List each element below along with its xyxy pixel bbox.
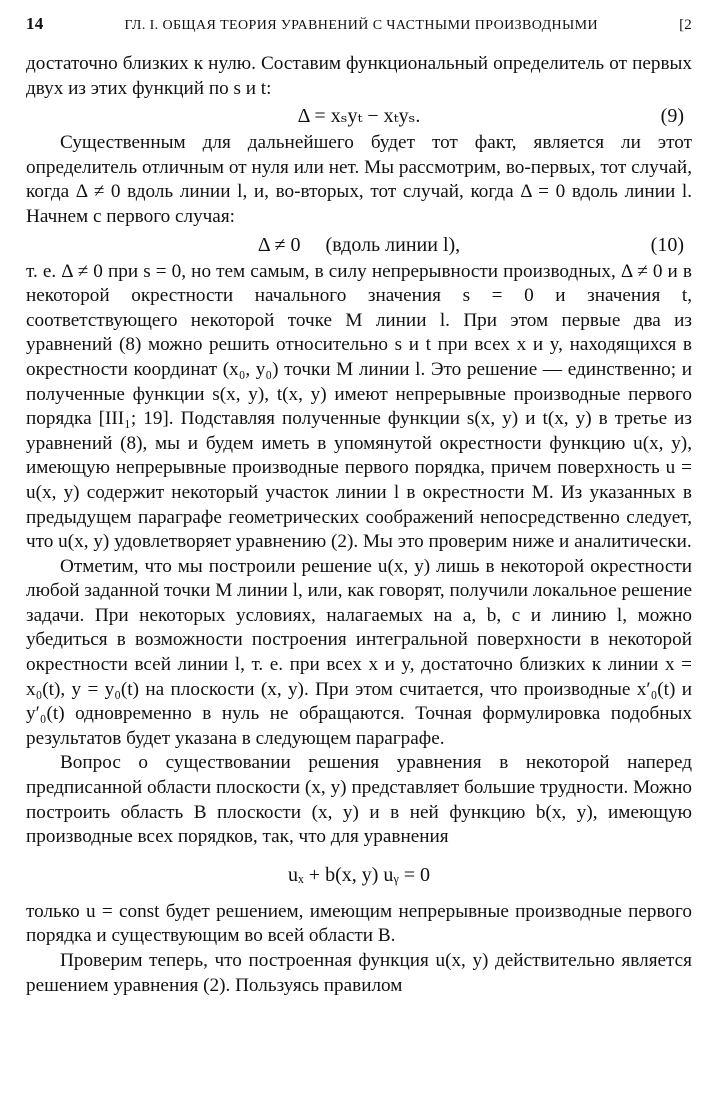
equation-9-body: Δ = xₛyₜ − xₜyₛ.	[297, 105, 421, 128]
section-number: [2	[679, 17, 692, 33]
page-number: 14	[26, 14, 44, 33]
running-title: ГЛ. I. ОБЩАЯ ТЕОРИЯ УРАВНЕНИЙ С ЧАСТНЫМИ ПРОИЗВОДНЫМИ	[124, 18, 598, 33]
paragraph-6: только u = const будет решением, имеющим непрерывные производные первого порядка и существующим во всей области B.	[26, 900, 692, 947]
equation-9-number: (9)	[660, 105, 684, 128]
paragraph-4: Отметим, что мы построили решение u(x, y) лишь в некоторой окрестности любой заданной точки M линии l, или, как говорят, получили локальное решение задачи. При некоторых условиях, налагаемых на a, b, c и линию l, можно убедиться в возможности построения интегральной поверхности в некоторой окрестности всей линии l, т. е. при всех x и y, достаточно близких к линии x = x₀(t), y = y₀(t) на плоскости (x, y). При этом считается, что производные x′₀(t) и y′₀(t) одновременно в нуль не обращаются. Точная формулировка подобных результатов будет указана в следующем параграфе.	[26, 555, 692, 749]
running-header	[26, 14, 692, 34]
equation-10-number: (10)	[650, 233, 684, 256]
paragraph-5: Вопрос о существовании решения уравнения в некоторой наперед предписанной области плоскости (x, y) представляет большие трудности. Можно построить область B плоскости (x, y) и в ней функцию b(x, y), имеющую производные всех порядков, так, что для уравнения	[26, 752, 692, 848]
equation-10	[26, 230, 692, 260]
equation-unnumbered	[26, 850, 692, 900]
equation-unnumbered-body: uₓ + b(x, y) uᵧ = 0	[288, 863, 430, 886]
paragraph-3: т. е. Δ ≠ 0 при s = 0, но тем самым, в силу непрерывности производных, Δ ≠ 0 и в некоторой окрестности начального значения s = 0 и значения t, соответствующего некоторой точке M линии l. При этом первые два из уравнений (8) можно решить относительно s и t при всех x и y, находящихся в окрестности координат (x₀, y₀) точки M линии l. Это решение — единственно; и полученные функции s(x, y), t(x, y) имеют непрерывные производные первого порядка [III₁; 19]. Подставляя полученные функции s(x, y) и t(x, y) в третье из уравнений (8), мы и будем иметь в упомянутой окрестности функцию u(x, y), имеющую непрерывные производные первого порядка, причем поверхность u = u(x, y) содержит некоторый участок линии l в окрестности M. Из указанных в предыдущем параграфе геометрических соображений непосредственно следует, что u(x, y) удовлетворяет уравнению (2). Мы это проверим ниже и аналитически.	[26, 260, 692, 553]
paragraph-2: Существенным для дальнейшего будет тот факт, является ли этот определитель отличным от нуля или нет. Мы рассмотрим, во-первых, тот случай, когда Δ ≠ 0 вдоль линии l, и, во-вторых, тот случай, когда Δ = 0 вдоль линии l. Начнем с первого случая:	[26, 132, 692, 227]
paragraph-1: достаточно близких к нулю. Составим функциональный определитель от первых двух из этих функций по s и t:	[26, 53, 692, 99]
equation-10-body: Δ ≠ 0 (вдоль линии l),	[257, 233, 461, 256]
equation-9	[26, 101, 692, 131]
paragraph-7: Проверим теперь, что построенная функция u(x, y) действительно является решением уравнения (2). Пользуясь правилом	[26, 950, 692, 996]
